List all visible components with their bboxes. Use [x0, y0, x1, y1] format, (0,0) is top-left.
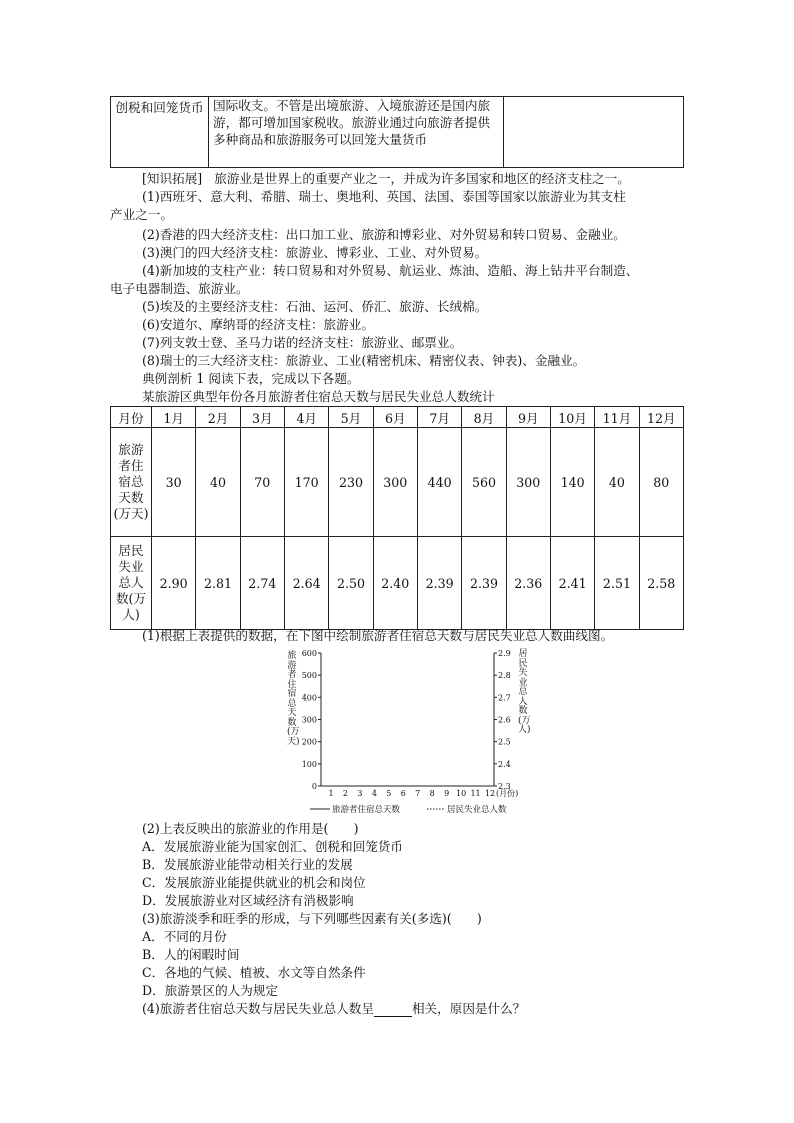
right-tick-label: 2.7	[498, 693, 511, 703]
table-row	[111, 428, 684, 537]
knowledge-item: (5)埃及的主要经济支柱：石油、运河、侨汇、旅游、长绒棉。	[142, 299, 488, 314]
table-row	[111, 537, 684, 630]
question-3-stem: (3)旅游淡季和旺季的形成，与下列哪些因素有关(多选)( )	[142, 911, 482, 926]
table-cell: 40	[196, 428, 240, 537]
table-cell: 2.51	[595, 537, 639, 630]
table-cell: 300	[506, 428, 550, 537]
question-2-option: D．发展旅游业对区域经济有消极影响	[142, 893, 354, 908]
table-cell: 2.64	[284, 537, 328, 630]
table-cell: 2.81	[196, 537, 240, 630]
table-header-row	[111, 407, 684, 428]
right-tick-label: 2.5	[498, 737, 511, 747]
right-tick-label: 2.3	[498, 782, 511, 791]
x-tick-label: 3	[357, 789, 363, 798]
table-title: 某旅游区典型年份各月旅游者住宿总天数与居民失业总人数统计	[142, 389, 495, 404]
x-tick-label: 10	[455, 789, 467, 798]
row-label-lodging: 旅游者住宿总天数(万天)	[111, 428, 152, 537]
table-cell: 440	[417, 428, 461, 537]
table-cell: 230	[329, 428, 373, 537]
month-header: 10月	[550, 407, 594, 428]
example-intro: 典例剖析 1 阅读下表，完成以下各题。	[142, 371, 360, 386]
knowledge-item: (8)瑞士的三大经济支柱：旅游业、工业(精密机床、精密仪表、钟表)、金融业。	[142, 353, 586, 368]
table-cell: 2.40	[373, 537, 417, 630]
blank-chart	[280, 645, 540, 820]
month-header: 8月	[462, 407, 506, 428]
x-tick-label: 9	[444, 789, 450, 798]
question-3-option: B．人的闲暇时间	[142, 947, 240, 962]
knowledge-intro: 旅游业是世界上的重要产业之一，并成为许多国家和地区的经济支柱之一。	[214, 171, 630, 186]
month-header: 9月	[506, 407, 550, 428]
month-header: 4月	[284, 407, 328, 428]
knowledge-item: (6)安道尔、摩纳哥的经济支柱：旅游业。	[142, 317, 374, 332]
question-4-before: (4)旅游者住宿总天数与居民失业总人数呈	[142, 1001, 374, 1016]
question-2-option: B．发展旅游业能带动相关行业的发展	[142, 857, 353, 872]
x-tick-label: 11	[470, 789, 481, 798]
right-tick-label: 2.8	[498, 671, 511, 681]
x-tick-label: 4	[371, 789, 377, 798]
table-cell: 2.39	[462, 537, 506, 630]
table-cell: 2.41	[550, 537, 594, 630]
knowledge-item: (7)列支敦士登、圣马力诺的经济支柱：旅游业、邮票业。	[142, 335, 463, 350]
month-header: 12月	[639, 407, 683, 428]
table-cell: 2.90	[152, 537, 196, 630]
knowledge-item: 电子电器制造、旅游业。	[110, 281, 249, 296]
table-cell: 2.58	[639, 537, 683, 630]
x-tick-label: 1	[328, 789, 334, 798]
table-cell: 2.50	[329, 537, 373, 630]
month-header: 7月	[417, 407, 461, 428]
table-cell: 2.39	[417, 537, 461, 630]
x-tick-label: 2	[342, 789, 349, 798]
month-header: 1月	[152, 407, 196, 428]
left-tick-label: 200	[301, 737, 317, 747]
right-axis-label: 居民失业总人数(万人)	[518, 649, 531, 735]
table-cell: 2.74	[240, 537, 284, 630]
right-tick-label: 2.4	[498, 759, 511, 769]
knowledge-item: (3)澳门的四大经济支柱：旅游业、博彩业、工业、对外贸易。	[142, 245, 488, 260]
right-tick-label: 2.6	[498, 715, 511, 725]
table-cell: 2.36	[506, 537, 550, 630]
answer-blank[interactable]	[374, 1004, 412, 1017]
table-cell: 30	[152, 428, 196, 537]
x-tick-label: 8	[429, 789, 435, 798]
month-header: 5月	[329, 407, 373, 428]
left-tick-label: 300	[301, 715, 317, 725]
table-cell: 80	[639, 428, 683, 537]
month-header: 2月	[196, 407, 240, 428]
knowledge-item: (1)西班牙、意大利、希腊、瑞士、奥地利、英国、法国、泰国等国家以旅游业为其支柱	[142, 189, 626, 204]
top-table-text: 国际收支。不管是出境旅游、入境旅游还是国内旅游，都可增加国家税收。旅游业通过向旅游者提供多种商品和旅游服务可以回笼大量货币	[209, 97, 504, 168]
knowledge-heading: [知识拓展]	[142, 171, 203, 186]
month-header: 6月	[373, 407, 417, 428]
table-cell: 70	[240, 428, 284, 537]
left-tick-label: 400	[301, 693, 317, 703]
question-3-option: D．旅游景区的人为规定	[142, 983, 279, 998]
legend-label: 旅游者住宿总天数	[332, 805, 401, 815]
question-3-option: C．各地的气候、植被、水文等自然条件	[142, 965, 366, 980]
table-cell: 300	[373, 428, 417, 537]
month-header: 3月	[240, 407, 284, 428]
x-tick-label: 5	[386, 789, 392, 798]
x-axis-unit: (月份)	[496, 789, 519, 798]
question-1: (1)根据上表提供的数据，在下图中绘制旅游者住宿总天数与居民失业总人数曲线图。	[142, 628, 614, 643]
table-cell: 40	[595, 428, 639, 537]
month-header: 11月	[595, 407, 639, 428]
question-3-option: A．不同的月份	[142, 929, 227, 944]
table-cell: 560	[462, 428, 506, 537]
left-tick-label: 0	[311, 782, 317, 791]
table-cell: 170	[284, 428, 328, 537]
right-tick-label: 2.9	[498, 649, 511, 658]
question-2-stem: (2)上表反映出的旅游业的作用是( )	[142, 821, 359, 836]
top-table-label: 创税和回笼货币	[111, 97, 209, 168]
top-table	[110, 96, 684, 168]
question-4-after: 相关，原因是什么？	[411, 1001, 526, 1016]
x-tick-label: 7	[415, 789, 421, 798]
table-header-label: 月份	[111, 407, 152, 428]
top-table-empty-cell	[504, 97, 684, 168]
knowledge-item: (2)香港的四大经济支柱：出口加工业、旅游和博彩业、对外贸易和转口贸易、金融业。	[142, 227, 626, 242]
left-tick-label: 500	[301, 671, 317, 681]
knowledge-item: 产业之一。	[110, 207, 173, 222]
left-tick-label: 600	[301, 649, 317, 658]
table-cell: 140	[550, 428, 594, 537]
left-tick-label: 100	[301, 759, 317, 769]
question-2-option: A．发展旅游业能为国家创汇、创税和回笼货币	[142, 839, 403, 854]
knowledge-item: (4)新加坡的支柱产业：转口贸易和对外贸易、航运业、炼油、造船、海上钻井平台制造、	[142, 263, 639, 278]
question-4	[142, 1000, 525, 1017]
data-table	[110, 406, 684, 630]
row-label-unemployment: 居民失业总人数(万人)	[111, 537, 152, 630]
question-2-option: C．发展旅游业能提供就业的机会和岗位	[142, 875, 366, 890]
x-tick-label: 6	[400, 789, 406, 798]
left-axis-label: 旅游者住宿总天数(万天)	[287, 651, 300, 747]
legend-label: 居民失业总人数	[447, 805, 507, 815]
x-tick-label: 12	[484, 789, 496, 798]
knowledge-intro-line	[142, 170, 630, 187]
